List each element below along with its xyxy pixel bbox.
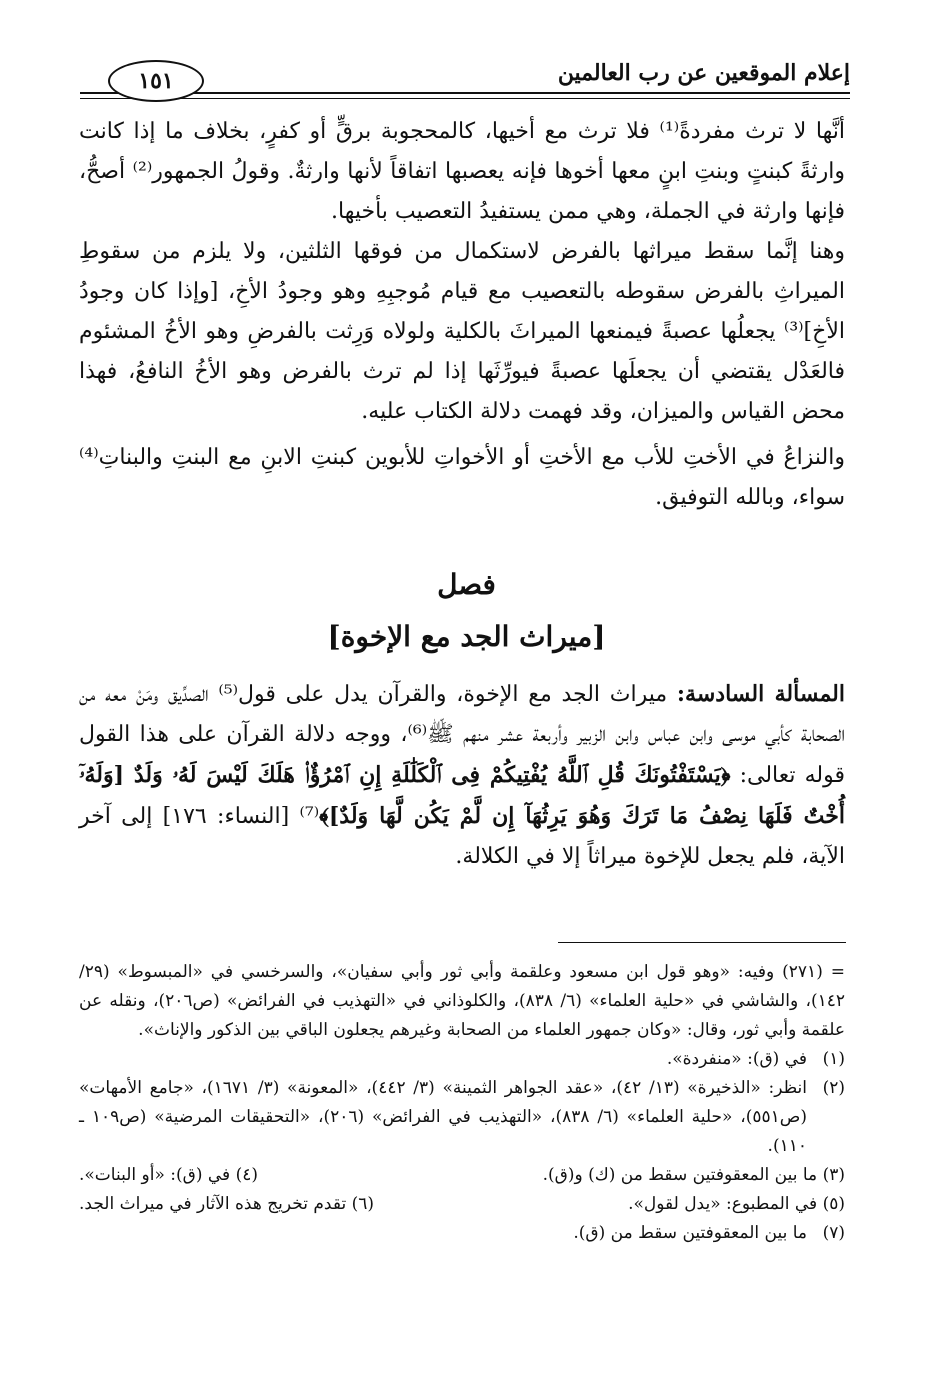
footnotes — [79, 958, 845, 1248]
footnote-text: ما بين المعقوفتين سقط من (ك) و(ق). — [542, 1165, 818, 1185]
footnote-text: انظر: «الذخيرة» (١٣/ ٤٢)، «عقد الجواهر الثمينة» (٣/ ٤٤٢)، «المعونة» (٣/ ١٦٧١)، «جامع الأمهات» (ص٥٥١)، «حلية العلماء» (٦/ ٨٣٨)، «التهذيب في الفرائض» (٢٠٦)، «التحقيقات المرضية» (ص١٠٩ ـ ١١٠). — [79, 1078, 808, 1156]
paragraph: وهنا إنَّما سقط ميراثها بالفرض لاستكمال من فوقها الثلثين، ولا يلزم من سقوطِ الميراثِ بالفرض سقوطه بالتعصيب مع قيام مُوجبِهِ وهو وجودُ الأخِ، [وإذا كان وجودُ الأخِ]⁽³⁾ يجعلُها عصبةً فيمنعها الميراثَ بالكلية ولولاه وَرِثت بالفرضِ وهو الأخُ المشئوم فالعَدْل يقتضي أن يجعلَها عصبةً فيورِّثَها إذا لم ترث بالفرض وهو الأخُ النافعُ، فهذا محض القياس والميزان، وقد فهمت دلالة الكتاب عليه. — [79, 239, 845, 424]
footnote-text: في (ق): «منفردة». — [666, 1049, 807, 1069]
footnote — [79, 1161, 258, 1190]
footnote — [628, 1190, 845, 1219]
footnote-row — [79, 1190, 845, 1219]
paragraph: أنَّها لا ترث مفردةً⁽¹⁾ فلا ترث مع أخيها، كالمحجوبة برقٍّ أو كفرٍ، بخلاف ما إذا كانت وارثةً كبنتٍ وبنتِ ابنٍ معها أخوها فإنه يعصبها اتفاقاً لأنها وارثةٌ. وقولُ الجمهور⁽²⁾ أصحُّ، فإنها وارثة في الجملة، وهي ممن يستفيدُ التعصيب بأخيها. — [79, 119, 845, 224]
footnote-number: (٤) — [235, 1165, 259, 1185]
footnote-row — [79, 1161, 845, 1190]
page-number: ١٥١ — [108, 60, 204, 102]
masala-paragraph — [79, 674, 845, 877]
footnote — [79, 1219, 845, 1248]
section-subtitle: [ميراث الجد مع الإخوة] — [327, 620, 606, 653]
footnote-number: (٢) — [822, 1078, 845, 1098]
masala-text: ميراث الجد مع الإخوة، والقرآن يدل على قول⁽⁵⁾ الصدِّيق ومَنْ معه من الصحابة كأبي موسى وابن عباس وابن الزبير وأربعة عشر منهم ﷺ⁽⁶⁾، ووجه دلالة القرآن على هذا القول قوله تعالى: — [79, 682, 845, 788]
footnote-text: في (ق): «أو البنات». — [79, 1165, 231, 1185]
section-heading: فصل — [437, 568, 496, 601]
footnote-continuation: = (٢٧١) وفيه: «وهو قول ابن مسعود وعلقمة وأبي ثور وأبي سفيان»، والسرخسي في «المبسوط» (٢٩/ ١٤٢)، والشاشي في «حلية العلماء» (٦/ ٨٣٨)، والكلوذاني في «التهذيب في الفرائض» (ص٢٠٦)، ونقله عن علقمة وأبي ثور، وقال: «وكان جمهور العلماء من الصحابة وغيرهم يجعلون الباقي بين الذكور والإناث». — [79, 962, 846, 1040]
footnote-number: (١) — [822, 1049, 845, 1069]
header-rule-thin — [80, 98, 850, 99]
paragraph: والنزاعُ في الأختِ للأب مع الأختِ أو الأخواتِ للأبوين كبنتِ الابنِ مع البنتِ والبناتِ⁽⁴⁾ سواء، وبالله التوفيق. — [79, 445, 845, 510]
footnote — [79, 1190, 374, 1219]
main-text — [79, 112, 845, 518]
footnote-text: ما بين المعقوفتين سقط من (ق). — [573, 1223, 807, 1243]
footnote-text: في المطبوع: «يدل لقول». — [628, 1194, 818, 1214]
masala-text-end: ⁽⁷⁾ [النساء: ١٧٦] إلى آخر الآية، فلم يجعل للإخوة ميراثاً إلا في الكلالة. — [79, 804, 845, 869]
footnote-text: تقدم تخريج هذه الآثار في ميراث الجد. — [79, 1194, 347, 1214]
masala-label: المسألة السادسة: — [676, 681, 845, 707]
running-header — [80, 52, 850, 108]
footnote — [79, 1045, 845, 1074]
footnote — [79, 1074, 845, 1161]
footnote-number: (٥) — [822, 1194, 845, 1214]
footnote-number: (٦) — [351, 1194, 374, 1214]
running-header-title: إعلام الموقعين عن رب العالمين — [557, 60, 850, 86]
footnote-number: (٣) — [822, 1165, 845, 1185]
footnote-separator — [558, 942, 846, 943]
footnote-number: (٧) — [822, 1223, 845, 1243]
footnote — [543, 1161, 845, 1190]
quran-verse: ﴿يَسْتَفْتُونَكَ قُلِ ٱللَّهُ يُفْتِيكُمْ فِى ٱلْكَلَٰلَةِ إِنِ ٱمْرُؤٌا۟ هَلَكَ لَيْسَ لَهُۥ وَلَدٌ [وَلَهُۥٓ أُخْتٌ فَلَهَا نِصْفُ مَا تَرَكَ وَهُوَ يَرِثُهَآ إِن لَّمْ يَكُن لَّهَا وَلَدٌ]﴾ — [79, 762, 845, 829]
